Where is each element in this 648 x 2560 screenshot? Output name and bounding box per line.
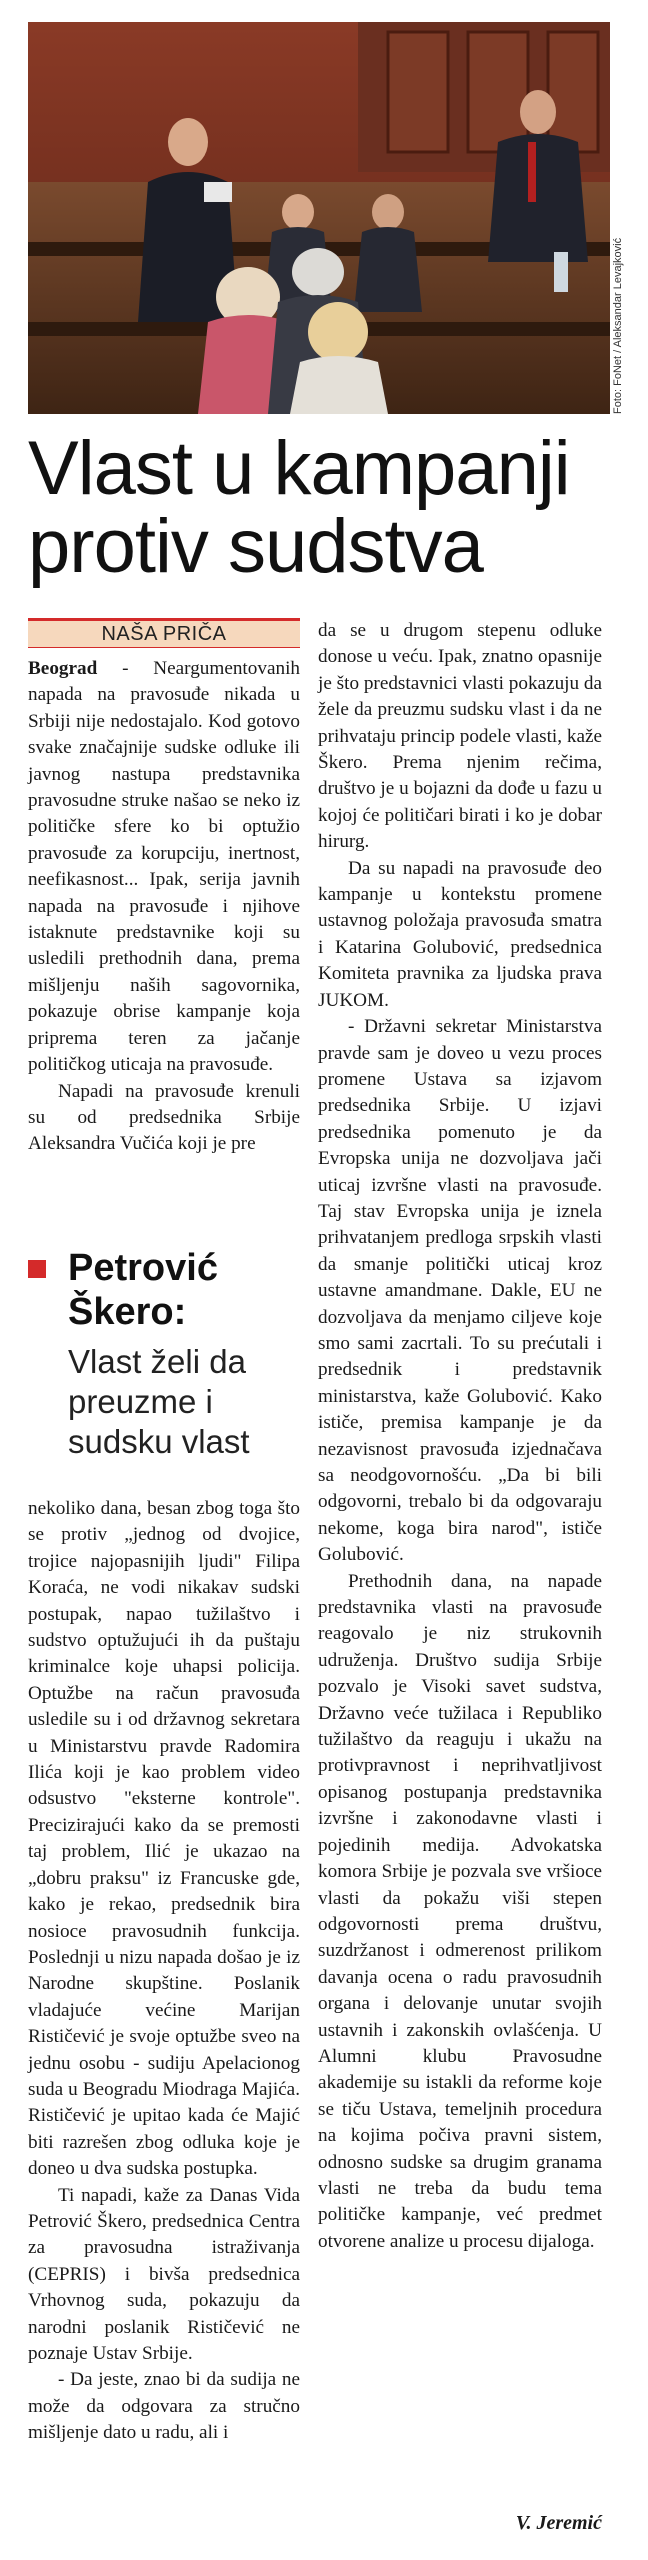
lead-paragraph: [28, 656, 300, 1079]
author-signature: V. Jeremić: [515, 2512, 602, 2534]
speaker-line-2: Škero:: [68, 1291, 187, 1333]
headline-line-2: protiv sudstva: [28, 504, 483, 589]
article-headline: [28, 426, 628, 589]
paragraph-8: - Državni sekretar Ministarstva pravde sam je doveo u vezu proces promene Ustava sa izjavom predsednika Srbije. U izjavi predsednika pomenuto je da Evropska unija ne dozvoljava jači uticaj izvršne vlasti na pravosuđe. Taj stav Evropska unija je iznela prihvatanjem predloga srpskih vlasti da smanje politički uticaj kroz ustavne amandmane. Dakle, EU ne dozvoljava da menjamo ciljeve koje smo sami zacrtali. To su prećutali i predsednik i predstavnik ministarstva, kaže Golubović. Kako ističe, premisa kampanje je da nezavisnost pravosuđa izjednačava sa neodgovornošću. „Da bi bili odgovorni, trebalo bi da odgovaraju nekome, koga bira narod", ističe Golubović.: [318, 1016, 602, 1566]
pull-quote-speaker: [68, 1246, 300, 1334]
pull-quote-text: Vlast želi da preuzme i sudsku vlast: [68, 1343, 250, 1460]
article-photo: [28, 22, 610, 414]
dateline: Beograd: [28, 658, 98, 679]
paragraph-9: Prethodnih dana, na napade predstavnika vlasti na pravosuđe reagovalo je niz strukovnih udruženja. Društvo sudija Srbije pozvalo je Visoki savet sudstva, Državno veće tužilaca i Republiko tužilaštvo da reaguju i ukažu na protivpravnost i neprihvatljivost opisanog postupanja predstavnika izvršne i zakonodavne vlasti i pojedinih medija. Advokatska komora Srbije je pozvala sve vršioce vlasti da pokažu viši stepen odgovornosti prema društvu, suzdržanost i odmerenost prilikom davanja ocena o radu pravosudnih organa i delovanje unutar svojih ustavnih i zakonskih ovlašćenja. U Alumni klubu Pravosudne akademije su istakli da reforme koje se tiču Ustava, temeljnih procedura na kojima počiva pravni sistem, odnosno sudske sa drugim granama vlasti ne treba da budu tema političke kampanje, već predmet otvorene analize u procesu dijaloga.: [318, 1570, 602, 2252]
paragraph-5: - Da jeste, znao bi da sudija ne može da odgovara za stručno mišljenje dato u radu, ali i: [28, 2369, 300, 2444]
lead-text: - Neargumentovanih napada na pravosuđe nikada u Srbiji nije nedostajalo. Kod gotovo svake značajnije sudske odluke ili javnog nastupa predstavnika pravosudne struke našao se neko iz političke sfere ko bi optužio pravosuđe za korupciju, inertnost, neefikasnost... Ipak, serija javnih napada na pravosuđe i njihove istaknute predstavnike koji su usledili prethodnih dana, prema mišljenju naših sagovornika, pokazuje obrise kampanje koja priprema teren za jačanje političkog uticaja na pravosuđe.: [28, 658, 300, 1076]
paragraph-6: da se u drugom stepenu odluke donose u veću. Ipak, znatno opasnije je što predstavnici vlasti pokazuju da žele da preuzmu sudsku vlast i da ne prihvataju princip podele vlasti, kaže Škero. Prema njenim rečima, društvo je u bojazni da dođe u fazu u kojoj će političari birati i ko je dobar hirurg.: [318, 620, 603, 853]
speaker-line-1: Petrović: [68, 1247, 218, 1289]
paragraph-2: Napadi na pravosuđe krenuli su od predsednika Srbije Aleksandra Vučića koji je pre: [28, 1080, 300, 1155]
section-kicker: NAŠA PRIČA: [28, 618, 300, 648]
red-square-bullet: [28, 1260, 46, 1278]
paragraph-4: Ti napadi, kaže za Danas Vida Petrović Škero, predsednica Centra za pravosudna istraživanja (CEPRIS) i bivša predsednica Vrhovnog suda, pokazuju da narodni poslanik Rističević ne poznaje Ustav Srbije.: [28, 2184, 300, 2364]
pull-quote: [28, 1246, 300, 1466]
paragraph-7: Da su napadi na pravosuđe deo kampanje u kontekstu promene ustavnog položaja pravosuđa smatra i Katarina Golubović, predsednica Komiteta pravnika za ljudska prava JUKOM.: [318, 857, 602, 1011]
left-column-top: [28, 656, 300, 1158]
left-column-bottom: [28, 1496, 300, 2447]
headline-line-1: Vlast u kampanji: [28, 426, 570, 511]
right-column: [318, 618, 602, 2255]
paragraph-3: nekoliko dana, besan zbog toga što se protiv „jednog od dvojice, trojice najopasnijih ljudi" Filipa Koraća, ne vodi nikakav sudski postupak, napao tužilaštvo i sudstvo optužujući ih da puštaju kriminalce koje uhapsi policija. Optužbe na račun pravosuđa usledile su i od državnog sekretara u Ministarstvu pravde Radomira Ilića koji je kao problem video odsustvo "eksterne kontrole". Precizirajući kako da se premosti taj problem, Ilić je ukazao na „dobru praksu" iz Francuske gde, kako je rekao, predsednik bira nosioce pravosudnih funkcija. Poslednji u nizu napada došao je iz Narodne skupštine. Poslanik vladajuće većine Marijan Rističević je svoje optužbe sveo na jednu osobu - sudiju Apelacionog suda u Beogradu Miodraga Majića. Rističević je upitao kada će Majić biti razrešen zbog odluka koje je doneo u dva sudska postupka.: [28, 1498, 300, 2180]
photo-credit: Foto: FoNet / Aleksandar Levajković: [612, 237, 624, 414]
